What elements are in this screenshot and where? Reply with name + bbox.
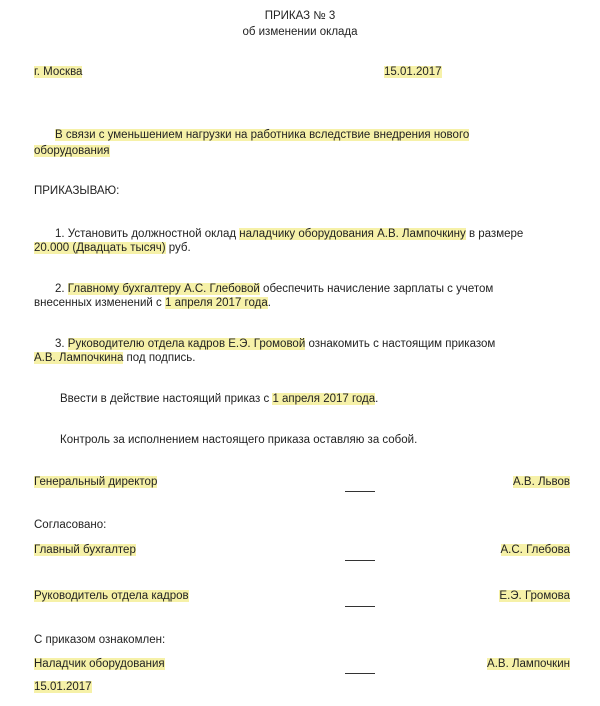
director-title: Генеральный директор: [34, 476, 158, 488]
order-word: ПРИКАЗЫВАЮ:: [34, 185, 120, 197]
city: г. Москва: [34, 66, 83, 78]
item-1-highlight-b: 20.000 (Двадцать тысяч): [34, 242, 166, 254]
director-name: А.В. Львов: [513, 476, 570, 488]
effective-text-a: Ввести в действие настоящий приказ с: [60, 393, 273, 405]
document-date: 15.01.2017: [384, 66, 442, 78]
item-3-line-1: [55, 338, 495, 350]
item-2-text-d: .: [267, 297, 271, 309]
accountant-name: А.С. Глебова: [500, 544, 570, 556]
item-2-line-1: [55, 283, 493, 295]
item-3-highlight-a: Руководителю отдела кадров Е.Э. Громовой: [67, 338, 306, 350]
preamble-line-1: В связи с уменьшением нагрузки на работника вследствие внедрения нового: [55, 129, 470, 141]
item-2-highlight-a: Главному бухгалтеру А.С. Глебовой: [67, 283, 260, 295]
worker-date: 15.01.2017: [34, 681, 92, 693]
control-line: Контроль за исполнением настоящего приказа оставляю за собой.: [60, 434, 418, 446]
item-3-highlight-b: А.В. Лампочкина: [34, 352, 124, 364]
hr-title: Руководитель отдела кадров: [34, 590, 189, 602]
item-3-text-c: под подпись.: [123, 352, 196, 364]
item-1-text-b: в размере: [465, 228, 524, 240]
item-2-line-2: [34, 297, 271, 309]
item-2-text-a: 2.: [55, 283, 68, 295]
item-1-text-c: руб.: [165, 242, 191, 254]
effective-text-b: .: [375, 393, 379, 405]
item-3-text-b: ознакомить с настоящим приказом: [305, 338, 496, 350]
item-1-text-a: 1. Установить должностной оклад: [55, 228, 240, 240]
item-2-text-c: внесенных изменений с: [34, 297, 165, 309]
preamble-line-2: оборудования: [34, 145, 110, 157]
item-1-line-1: [55, 228, 523, 240]
item-2-text-b: обеспечить начисление зарплаты с учетом: [259, 283, 494, 295]
effective-date-line: [60, 393, 378, 405]
hr-name: Е.Э. Громова: [499, 590, 570, 602]
worker-name: А.В. Лампочкин: [487, 658, 570, 670]
item-1-highlight-a: наладчику оборудования А.В. Лампочкину: [239, 228, 466, 240]
item-3-line-2: [34, 352, 195, 364]
acquainted-label: С приказом ознакомлен:: [34, 634, 166, 646]
item-2-highlight-b: 1 апреля 2017 года: [165, 297, 268, 309]
document-subtitle: об изменении оклада: [242, 26, 358, 38]
agreed-label: Согласовано:: [34, 519, 107, 531]
item-1-line-2: [34, 242, 191, 254]
effective-highlight: 1 апреля 2017 года: [272, 393, 376, 405]
worker-title: Наладчик оборудования: [34, 658, 165, 670]
accountant-signature-line: [345, 560, 375, 561]
accountant-title: Главный бухгалтер: [34, 544, 136, 556]
item-3-text-a: 3.: [55, 338, 68, 350]
worker-signature-line: [345, 673, 375, 674]
director-signature-line: [345, 491, 375, 492]
hr-signature-line: [345, 606, 375, 607]
document-title: ПРИКАЗ № 3: [264, 10, 336, 22]
